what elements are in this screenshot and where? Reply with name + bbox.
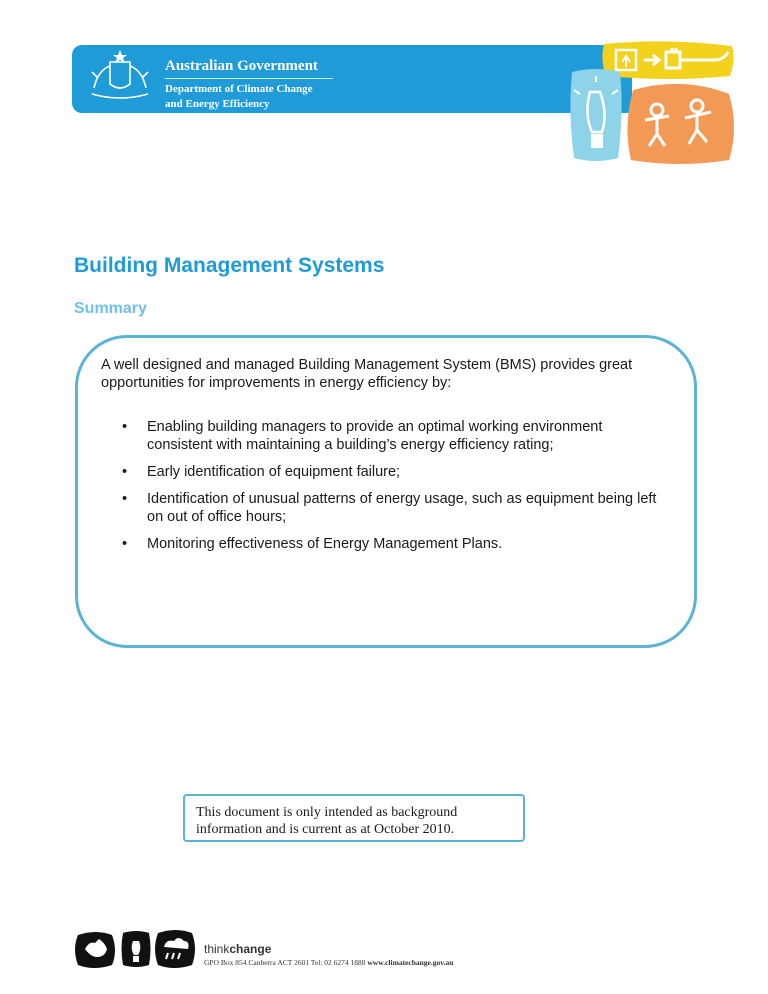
footer-address: GPO Box 854 Canberra ACT 2601 Tel: 02 6274 1888 (204, 958, 366, 967)
department-line-1: Department of Climate Change (165, 83, 313, 95)
government-title: Australian Government (165, 58, 318, 74)
list-item-text: Identification of unusual patterns of energy usage, such as equipment being left on out of office hours; (147, 491, 657, 525)
people-activity-icon (625, 80, 735, 164)
bullet-icon: • (122, 464, 128, 480)
list-item-text: Enabling building managers to provide an optimal working environment consistent with maintaining a building’s energy efficiency rating; (147, 419, 603, 453)
header-banner (72, 45, 632, 113)
list-item-text: Early identification of equipment failure; (147, 464, 401, 480)
list-item (101, 418, 661, 454)
section-heading: Summary (74, 300, 147, 317)
header-divider (165, 78, 333, 79)
list-item (101, 463, 661, 481)
footer-contact (204, 958, 453, 967)
disclaimer-note: This document is only intended as background information and is current as at October 2010. (183, 794, 525, 842)
summary-list (101, 418, 661, 562)
department-line-2: and Energy Efficiency (165, 98, 270, 110)
summary-intro: A well designed and managed Building Management System (BMS) provides great opportunities for improvements in energy efficiency by: (101, 357, 633, 391)
australia-map-icon (74, 929, 116, 969)
bullet-icon: • (122, 536, 128, 552)
brand-think: think (204, 942, 230, 956)
light-bulb-icon (566, 64, 626, 164)
page-title: Building Management Systems (74, 254, 385, 277)
department-name (165, 82, 313, 112)
list-item-text: Monitoring effectiveness of Energy Management Plans. (147, 536, 503, 552)
list-item (101, 535, 661, 553)
brand-change: change (229, 942, 272, 956)
bullet-icon: • (122, 419, 128, 435)
bullet-icon: • (122, 491, 128, 507)
list-item (101, 490, 661, 526)
bulb-footer-icon (121, 929, 151, 969)
weather-footer-icon (154, 929, 196, 969)
footer-website[interactable]: www.climatechange.gov.au (367, 958, 454, 967)
coat-of-arms-icon (86, 48, 154, 108)
think-change-logo (204, 942, 271, 956)
